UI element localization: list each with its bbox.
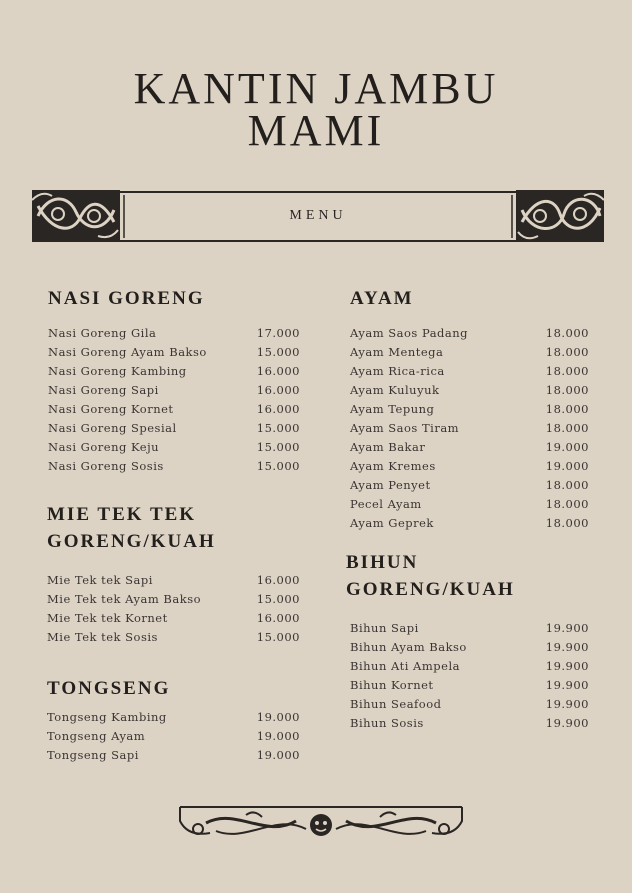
section-title-line-2: GORENG/KUAH (47, 531, 216, 552)
menu-item (350, 638, 589, 657)
menu-item-price: 19.000 (545, 440, 589, 454)
menu-item (350, 695, 589, 714)
menu-item (47, 708, 300, 727)
footer-ornament (176, 803, 466, 847)
menu-item (48, 438, 300, 457)
menu-item (48, 419, 300, 438)
menu-item (350, 476, 589, 495)
menu-item (350, 676, 589, 695)
menu-item-price: 16.000 (256, 383, 300, 397)
section-tongseng (47, 675, 300, 765)
menu-item-price: 16.000 (256, 573, 300, 587)
menu-item-price: 18.000 (545, 383, 589, 397)
item-list (47, 571, 300, 647)
menu-item-price: 19.900 (545, 640, 589, 654)
menu-item-name: Nasi Goreng Kornet (48, 402, 174, 416)
menu-item (350, 381, 589, 400)
menu-item-name: Tongseng Kambing (47, 710, 167, 724)
section-title-line-2: GORENG/KUAH (346, 579, 515, 600)
menu-item (350, 438, 589, 457)
menu-banner (28, 186, 608, 246)
menu-item-name: Ayam Rica-rica (350, 364, 445, 378)
menu-item-name: Ayam Penyet (350, 478, 431, 492)
menu-item-price: 15.000 (256, 592, 300, 606)
menu-item (350, 419, 589, 438)
menu-item-name: Tongseng Sapi (47, 748, 139, 762)
section-ayam (350, 285, 589, 533)
menu-item-price: 16.000 (256, 611, 300, 625)
title-line-2: MAMI (247, 106, 385, 155)
menu-item-name: Bihun Sosis (350, 716, 424, 730)
menu-item-price: 19.000 (256, 729, 300, 743)
menu-item (350, 619, 589, 638)
menu-item-price: 15.000 (256, 459, 300, 473)
menu-item-price: 16.000 (256, 364, 300, 378)
page-title (0, 64, 632, 155)
menu-item-name: Ayam Geprek (350, 516, 434, 530)
menu-item-name: Ayam Kuluyuk (350, 383, 440, 397)
menu-item (47, 609, 300, 628)
menu-item-price: 15.000 (256, 440, 300, 454)
menu-item-name: Bihun Kornet (350, 678, 434, 692)
menu-item-name: Bihun Seafood (350, 697, 442, 711)
menu-label: MENU (289, 208, 347, 223)
menu-item-price: 19.900 (545, 697, 589, 711)
menu-item-price: 18.000 (545, 326, 589, 340)
menu-item (350, 457, 589, 476)
menu-item-name: Nasi Goreng Sapi (48, 383, 159, 397)
section-nasi-goreng (48, 285, 300, 476)
menu-item (47, 628, 300, 647)
item-list (47, 708, 300, 765)
menu-item-name: Ayam Saos Tiram (350, 421, 460, 435)
menu-item-price: 18.000 (545, 516, 589, 530)
menu-item (350, 495, 589, 514)
menu-item (350, 514, 589, 533)
title-line-1: KANTIN JAMBU (133, 64, 499, 113)
menu-item-name: Mie Tek tek Sapi (47, 573, 153, 587)
menu-item-price: 15.000 (256, 630, 300, 644)
menu-item-price: 19.000 (256, 748, 300, 762)
menu-item-name: Bihun Ati Ampela (350, 659, 460, 673)
menu-item-name: Nasi Goreng Gila (48, 326, 157, 340)
menu-item-price: 19.900 (545, 621, 589, 635)
menu-item-price: 19.900 (545, 659, 589, 673)
menu-item (48, 457, 300, 476)
menu-item (48, 381, 300, 400)
menu-item-price: 15.000 (256, 345, 300, 359)
menu-item-name: Nasi Goreng Sosis (48, 459, 164, 473)
menu-item (47, 727, 300, 746)
menu-item-name: Ayam Bakar (350, 440, 426, 454)
menu-item (350, 657, 589, 676)
menu-item (350, 343, 589, 362)
menu-item-name: Ayam Saos Padang (350, 326, 469, 340)
menu-item-price: 18.000 (545, 421, 589, 435)
menu-item-name: Tongseng Ayam (47, 729, 146, 743)
menu-item-price: 15.000 (256, 421, 300, 435)
menu-item (350, 714, 589, 733)
menu-item-name: Bihun Ayam Bakso (350, 640, 467, 654)
menu-item (350, 400, 589, 419)
section-title: TONGSENG (47, 678, 171, 699)
menu-item-name: Ayam Kremes (350, 459, 436, 473)
menu-item-price: 19.900 (545, 716, 589, 730)
menu-item (48, 324, 300, 343)
menu-item (350, 324, 589, 343)
section-title: AYAM (350, 288, 414, 309)
menu-item (47, 746, 300, 765)
menu-item (47, 590, 300, 609)
menu-item-price: 17.000 (256, 326, 300, 340)
menu-item-name: Nasi Goreng Spesial (48, 421, 177, 435)
menu-item-price: 18.000 (545, 478, 589, 492)
menu-item-name: Nasi Goreng Kambing (48, 364, 187, 378)
menu-item (47, 571, 300, 590)
menu-item-price: 18.000 (545, 345, 589, 359)
menu-item-name: Mie Tek tek Sosis (47, 630, 158, 644)
menu-item-name: Nasi Goreng Ayam Bakso (48, 345, 207, 359)
menu-item-price: 18.000 (545, 364, 589, 378)
floral-divider-icon (176, 803, 466, 843)
menu-item-price: 19.900 (545, 678, 589, 692)
menu-item (48, 362, 300, 381)
item-list (346, 619, 589, 733)
menu-item (48, 343, 300, 362)
menu-item (48, 400, 300, 419)
menu-item-name: Ayam Tepung (350, 402, 435, 416)
menu-item-name: Nasi Goreng Keju (48, 440, 160, 454)
menu-item-name: Ayam Mentega (350, 345, 444, 359)
menu-item-price: 18.000 (545, 402, 589, 416)
menu-item-price: 16.000 (256, 402, 300, 416)
item-list (350, 324, 589, 533)
menu-item-price: 18.000 (545, 497, 589, 511)
section-title: NASI GORENG (48, 288, 205, 309)
section-bihun (346, 549, 589, 733)
section-title-line-1: MIE TEK TEK (47, 504, 197, 525)
section-title-line-1: BIHUN (346, 552, 419, 573)
menu-item-name: Pecel Ayam (350, 497, 422, 511)
menu-item-name: Mie Tek tek Ayam Bakso (47, 592, 202, 606)
menu-item-price: 19.000 (256, 710, 300, 724)
menu-item-name: Bihun Sapi (350, 621, 419, 635)
section-mie-tek-tek (47, 501, 300, 647)
menu-item-name: Mie Tek tek Kornet (47, 611, 168, 625)
menu-item (350, 362, 589, 381)
item-list (48, 324, 300, 476)
menu-item-price: 19.000 (545, 459, 589, 473)
